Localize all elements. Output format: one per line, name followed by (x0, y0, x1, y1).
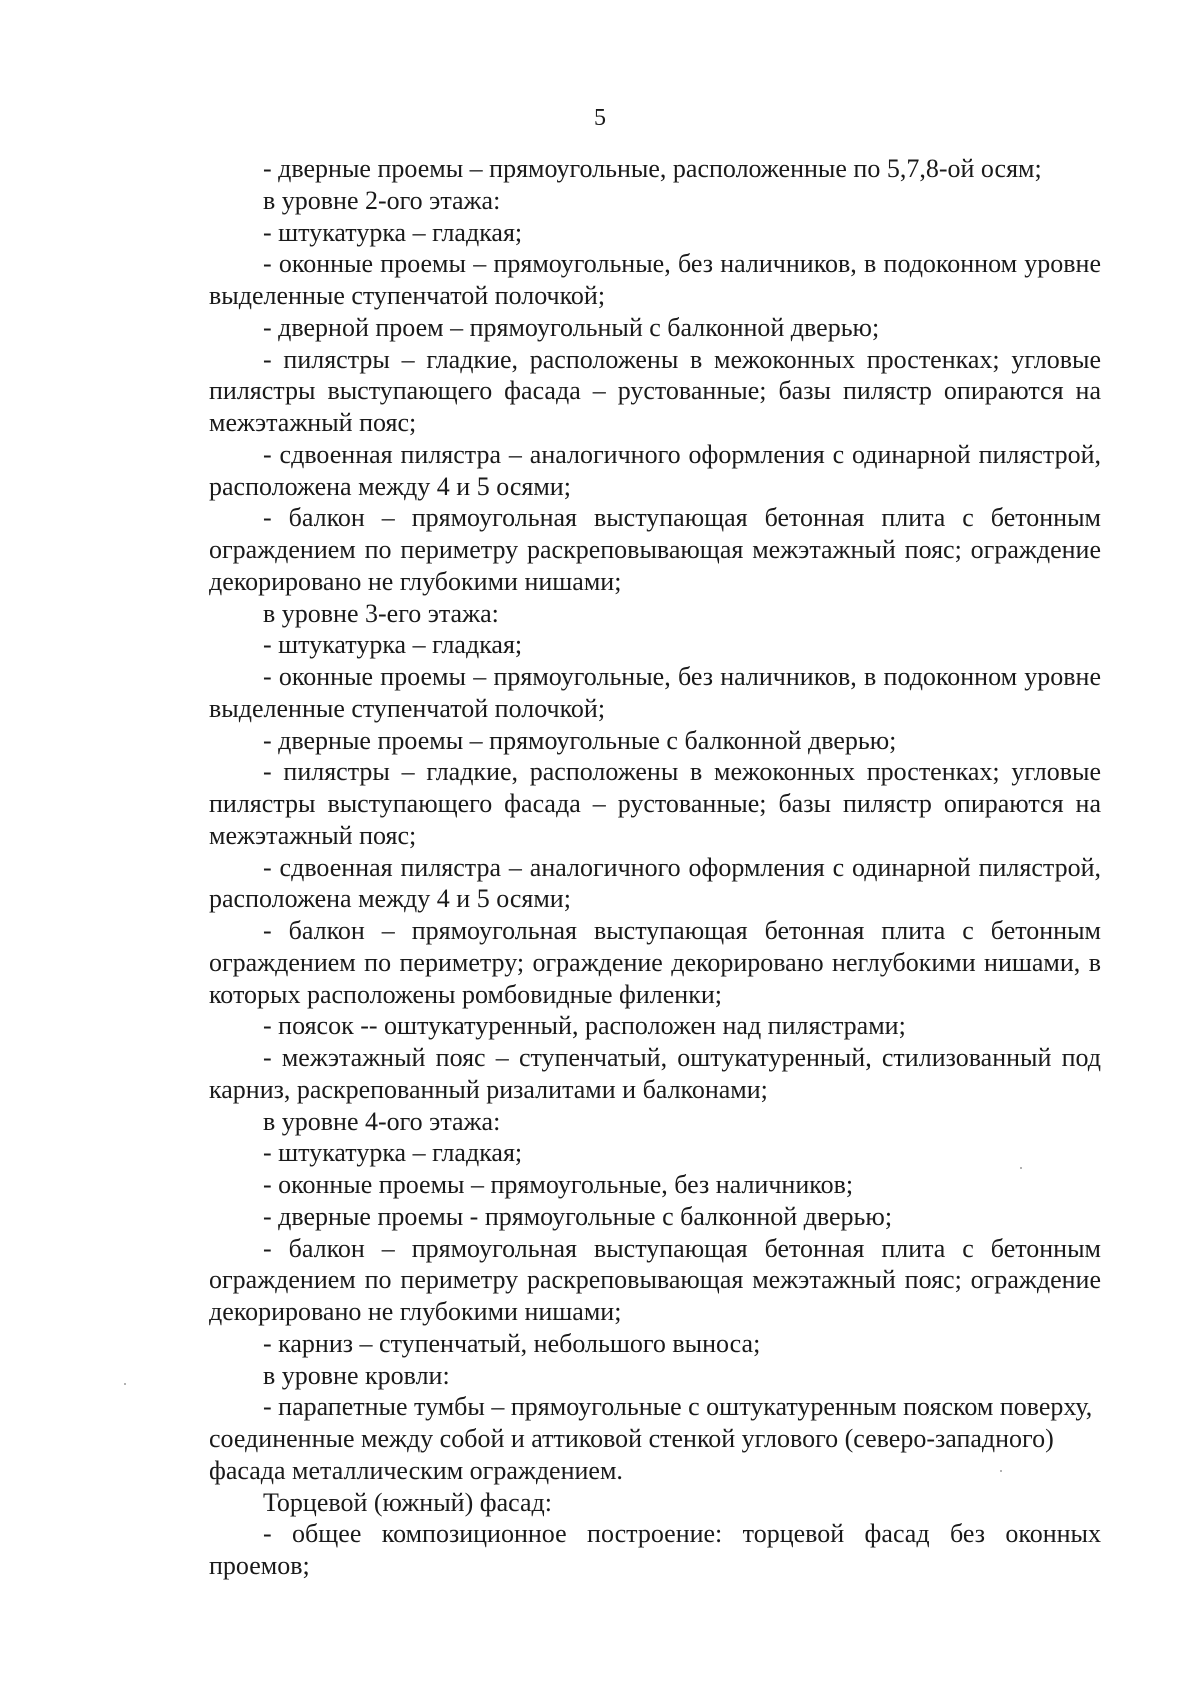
page-number (0, 104, 1200, 132)
body-paragraph: - штукатурка – гладкая; (263, 217, 523, 247)
body-paragraph: - дверные проемы – прямоугольные, расположенные по 5,7,8-ой осям; (263, 154, 1042, 183)
body-paragraph: - поясок -- оштукатуренный, расположен над пилястрами; (263, 1011, 906, 1041)
body-paragraph: - дверные проемы - прямоугольные с балконной дверью; (263, 1201, 893, 1231)
body-paragraph: - балкон – прямоугольная выступающая бетонная плита с бетонным ограждением по периметру раскреповывающая межэтажный пояс; ограждение декорировано не глубокими нишами; (209, 1233, 1101, 1326)
body-paragraph: в уровне 4-ого этажа: (263, 1106, 501, 1136)
body-paragraph: - дверной проем – прямоугольный с балконной дверью; (263, 312, 880, 342)
scan-speck (124, 1383, 126, 1385)
document-body (209, 153, 1101, 1582)
page-number-text: 5 (594, 105, 606, 131)
body-paragraph: - общее композиционное построение: торцевой фасад без оконных проемов; (209, 1519, 1101, 1580)
body-paragraph: - пилястры – гладкие, расположены в межоконных простенках; угловые пилястры выступающего фасада – рустованные; базы пилястр опираются на межэтажный пояс; (209, 344, 1101, 437)
body-paragraph: в уровне 3-его этажа: (263, 598, 499, 628)
body-paragraph: - штукатурка – гладкая; (263, 1138, 523, 1168)
body-paragraph: Торцевой (южный) фасад: (263, 1487, 552, 1517)
body-paragraph: - межэтажный пояс – ступенчатый, оштукатуренный, стилизованный под карниз, раскрепованный ризалитами и балконами; (209, 1043, 1101, 1104)
body-paragraph: - оконные проемы – прямоугольные, без наличников; (263, 1170, 854, 1199)
body-paragraph: - пилястры – гладкие, расположены в межоконных простенках; угловые пилястры выступающего фасада – рустованные; базы пилястр опираются на межэтажный пояс; (209, 757, 1101, 850)
scan-speck (1000, 1470, 1002, 1472)
body-paragraph: - балкон – прямоугольная выступающая бетонная плита с бетонным ограждением по периметру; ограждение декорировано неглубокими нишами, в которых расположены ромбовидные филенки; (209, 916, 1101, 1009)
body-paragraph: - сдвоенная пилястра – аналогичного оформления с одинарной пилястрой, расположена между 4 и 5 осями; (209, 852, 1101, 914)
body-paragraph: - оконные проемы – прямоугольные, без наличников, в подоконном уровне выделенные ступенчатой полочкой; (209, 662, 1101, 723)
body-paragraph: в уровне 2-ого этажа: (263, 185, 501, 215)
body-paragraph: в уровне кровли: (263, 1360, 450, 1390)
body-paragraph: - дверные проемы – прямоугольные с балконной дверью; (263, 725, 897, 755)
scan-speck (1020, 1167, 1022, 1169)
body-paragraph: - штукатурка – гладкая; (263, 630, 523, 660)
body-paragraph: - балкон – прямоугольная выступающая бетонная плита с бетонным ограждением по периметру раскреповывающая межэтажный пояс; ограждение декорировано не глубокими нишами; (209, 503, 1101, 596)
body-paragraph: - оконные проемы – прямоугольные, без наличников, в подоконном уровне выделенные ступенчатой полочкой; (209, 249, 1101, 310)
body-paragraph: - карниз – ступенчатый, небольшого выноса; (263, 1328, 761, 1358)
body-paragraph: - сдвоенная пилястра – аналогичного оформления с одинарной пилястрой, расположена между 4 и 5 осями; (209, 439, 1101, 501)
body-paragraph: - парапетные тумбы – прямоугольные с оштукатуренным пояском поверху, соединенные между собой и аттиковой стенкой углового (северо-западного) фасада металлическим ограждением. (209, 1392, 1093, 1485)
